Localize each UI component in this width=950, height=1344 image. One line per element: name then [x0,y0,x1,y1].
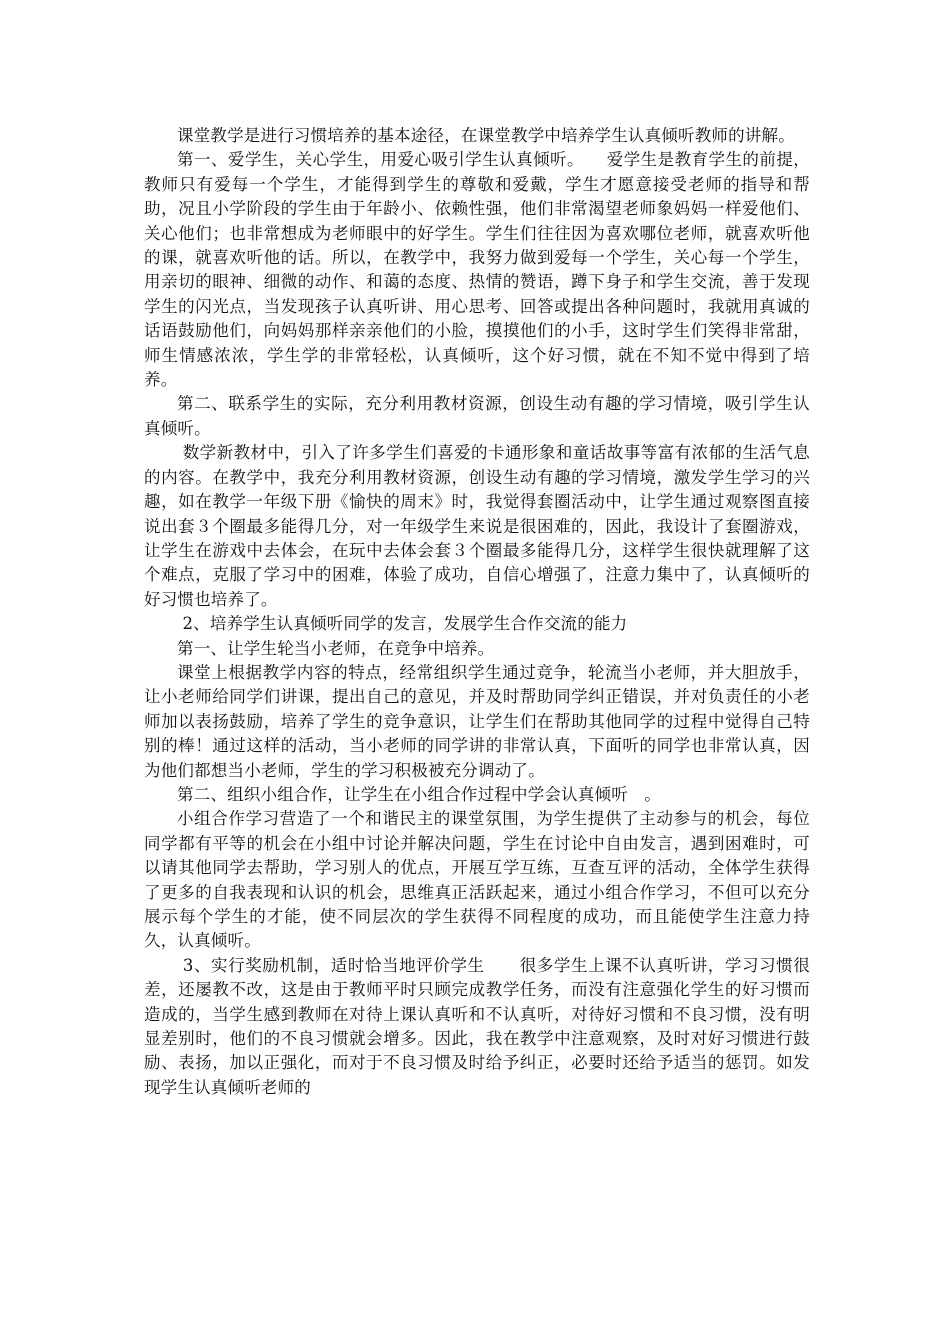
paragraph: 数学新教材中，引入了许多学生们喜爱的卡通形象和童话故事等富有浓郁的生活气息的内容。在教学中，我充分利用教材资源，创设生动有趣的学习情境，激发学生学习的兴趣，如在教学一年级下册《愉快的周末》时，我觉得套圈活动中，让学生通过观察图直接说出套３个圈最多能得几分，对一年级学生来说是很困难的，因此，我设计了套圈游戏，让学生在游戏中去体会，在玩中去体会套３个圈最多能得几分，这样学生很快就理解了这个难点，克服了学习中的困难，体验了成功，自信心增强了，注意力集中了，认真倾听的好习惯也培养了。 [144,443,810,609]
paragraph: 第一、爱学生，关心学生，用爱心吸引学生认真倾听。 爱学生是教育学生的前提，教师只有爱每一个学生，才能得到学生的尊敬和爱戴，学生才愿意接受老师的指导和帮助，况且小学阶段的学生由于年龄小、依赖性强，他们非常渴望老师象妈妈一样爱他们、关心他们；也非常想成为老师眼中的好学生。学生们往往因为喜欢哪位老师，就喜欢听他的课，就喜欢听他的话。所以，在教学中，我努力做到爱每一个学生，关心每一个学生，用亲切的眼神、细微的动作、和蔼的态度、热情的赞语，蹲下身子和学生交流，善于发现学生的闪光点，当发现孩子认真听讲、用心思考、回答或提出各种问题时，我就用真诚的话语鼓励他们，向妈妈那样亲亲他们的小脸，摸摸他们的小手，这时学生们笑得非常甜，师生情感浓浓，学生学的非常轻松，认真倾听，这个好习惯，就在不知不觉中得到了培养。 [144,150,810,390]
document-body [144,124,810,1100]
paragraph: 课堂上根据教学内容的特点，经常组织学生通过竞争，轮流当小老师，并大胆放手，让小老师给同学们讲课，提出自己的意见，并及时帮助同学纠正错误，并对负责任的小老师加以表扬鼓励，培养了学生的竞争意识，让学生们在帮助其他同学的过程中觉得自己特别的棒！通过这样的活动，当小老师的同学讲的非常认真，下面听的同学也非常认真，因为他们都想当小老师，学生的学习积极被充分调动了。 [144,662,810,780]
paragraph: 第二、组织小组合作，让学生在小组合作过程中学会认真倾听 。 [177,784,661,804]
paragraph: 第一、让学生轮当小老师，在竞争中培养。 [177,638,495,658]
paragraph: 小组合作学习营造了一个和谐民主的课堂氛围，为学生提供了主动参与的机会，每位同学都有平等的机会在小组中讨论并解决问题，学生在讨论中自由发言，遇到困难时，可以请其他同学去帮助，学习别人的优点，开展互学互练，互查互评的活动，全体学生获得了更多的自我表现和认识的机会，思维真正活跃起来，通过小组合作学习，不但可以充分展示每个学生的才能，使不同层次的学生获得不同程度的成功，而且能使学生注意力持久，认真倾听。 [144,809,810,951]
paragraph: 3、实行奖励机制，适时恰当地评价学生 很多学生上课不认真听讲，学习习惯很差，还屡教不改，这是由于教师平时只顾完成教学任务，而没有注意强化学生的好习惯而造成的，当学生感到教师在对待上课认真听和不认真听，对待好习惯和不良习惯，没有明显差别时，他们的不良习惯就会增多。因此，我在教学中注意观察，及时对好习惯进行鼓励、表扬，加以正强化，而对于不良习惯及时给予纠正，必要时还给予适当的惩罚。如发现学生认真倾听老师的 [144,955,811,1097]
section-heading: 2、培养学生认真倾听同学的发言，发展学生合作交流的能力 [177,614,628,634]
paragraph: 课堂教学是进行习惯培养的基本途径，在课堂教学中培养学生认真倾听教师的讲解。 [177,126,795,145]
paragraph: 第二、联系学生的实际，充分利用教材资源，创设生动有趣的学习情境，吸引学生认真倾听。 [144,394,810,438]
